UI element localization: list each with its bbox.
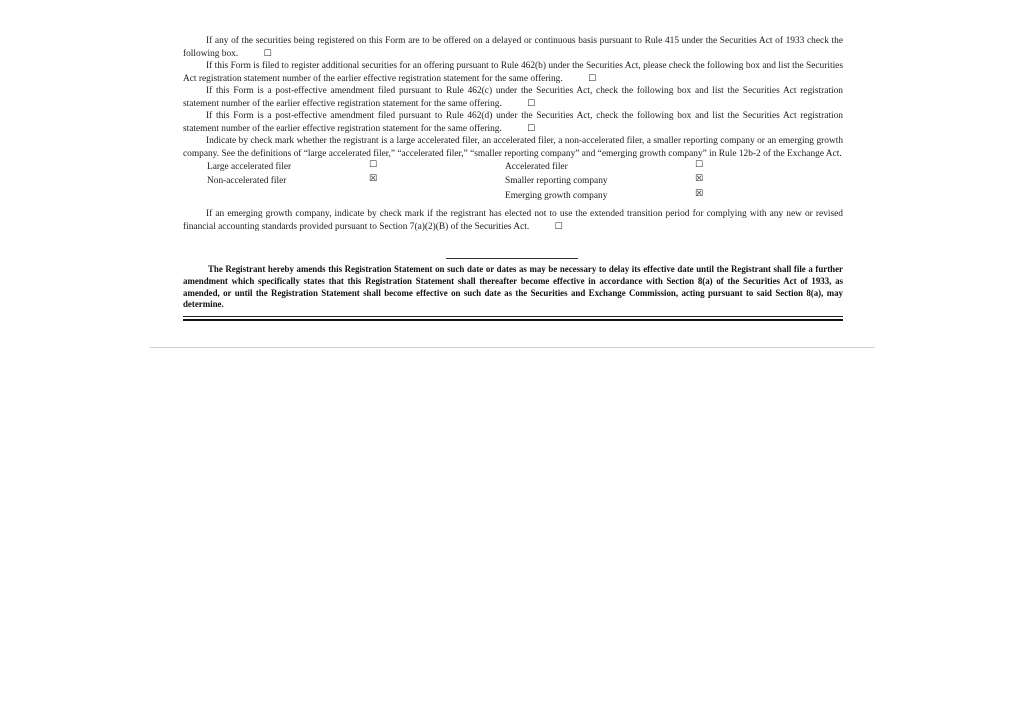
- smaller-reporting-company-label: Smaller reporting company: [505, 176, 608, 186]
- rule-462d-checkbox[interactable]: ☐: [527, 123, 536, 134]
- rule-415-paragraph: [183, 35, 843, 60]
- rule-415-text: If any of the securities being registered on this Form are to be offered on a delayed or continuous basis pursuant to Rule 415 under the Securities Act of 1933 check the following box.: [183, 36, 843, 59]
- delaying-amendment-legend: The Registrant hereby amends this Registration Statement on such date or dates as may be necessary to delay its effective date until the Registrant shall file a further amendment which specifically states that this Registration Statement shall thereafter become effective in accordance with Section 8(a) of the Securities Act of 1933, as amended, or until the Registration Statement shall become effective on such date as the Securities and Exchange Commission, acting pursuant to said Section 8(a), may determine.: [183, 264, 843, 310]
- filer-status-table: [183, 160, 843, 204]
- rule-462d-text: If this Form is a post-effective amendment filed pursuant to Rule 462(d) under the Securities Act, check the following box and list the Securities Act registration statement number of the earlier effective registration statement for the same offering.: [183, 111, 843, 134]
- accelerated-filer-checkbox[interactable]: ☐: [695, 160, 704, 170]
- accelerated-filer-label: Accelerated filer: [505, 162, 568, 172]
- filer-row-3: [183, 190, 843, 203]
- transition-period-text: If an emerging growth company, indicate by check mark if the registrant has elected not to use the extended transition period for complying with any new or revised financial accounting standards provided pursuant to Section 7(a)(2)(B) of the Securities Act.: [183, 209, 843, 232]
- emerging-growth-company-label: Emerging growth company: [505, 191, 608, 201]
- page-bottom-edge: [150, 347, 875, 348]
- rule-462d-paragraph: [183, 110, 843, 135]
- rule-462c-text: If this Form is a post-effective amendment filed pursuant to Rule 462(c) under the Securities Act, check the following box and list the Securities Act registration statement number of the earlier effective registration statement for the same offering.: [183, 86, 843, 109]
- section-divider: [446, 258, 578, 259]
- large-accelerated-filer-label: Large accelerated filer: [207, 162, 292, 172]
- closing-rule-thick: [183, 319, 843, 321]
- rule-462b-text: If this Form is filed to register additional securities for an offering pursuant to Rule 462(b) under the Securities Act, please check the following box and list the Securities Act registration statement number of the earlier effective registration statement for the same offering.: [183, 61, 843, 84]
- registration-form-cover: [183, 35, 843, 233]
- large-accelerated-filer-checkbox[interactable]: ☐: [369, 160, 378, 170]
- rule-462b-checkbox[interactable]: ☐: [588, 73, 597, 84]
- transition-period-paragraph: [183, 208, 843, 233]
- filer-row-2: [183, 175, 843, 188]
- rule-462c-checkbox[interactable]: ☐: [527, 98, 536, 109]
- closing-rule-thin: [183, 316, 843, 317]
- emerging-growth-company-checkbox[interactable]: ☒: [695, 189, 704, 199]
- non-accelerated-filer-label: Non-accelerated filer: [207, 176, 287, 186]
- smaller-reporting-company-checkbox[interactable]: ☒: [695, 174, 704, 184]
- filer-status-paragraph: Indicate by check mark whether the registrant is a large accelerated filer, an accelerated filer, a non-accelerated filer, a smaller reporting company or an emerging growth company. See the definitions of “large accelerated filer,” “accelerated filer,” “smaller reporting company” and “emerging growth company” in Rule 12b-2 of the Exchange Act.: [183, 136, 843, 159]
- filer-row-1: [183, 161, 843, 174]
- transition-period-checkbox[interactable]: ☐: [554, 221, 563, 232]
- non-accelerated-filer-checkbox[interactable]: ☒: [369, 174, 378, 184]
- rule-462b-paragraph: [183, 60, 843, 85]
- rule-415-checkbox[interactable]: ☐: [263, 48, 272, 59]
- rule-462c-paragraph: [183, 85, 843, 110]
